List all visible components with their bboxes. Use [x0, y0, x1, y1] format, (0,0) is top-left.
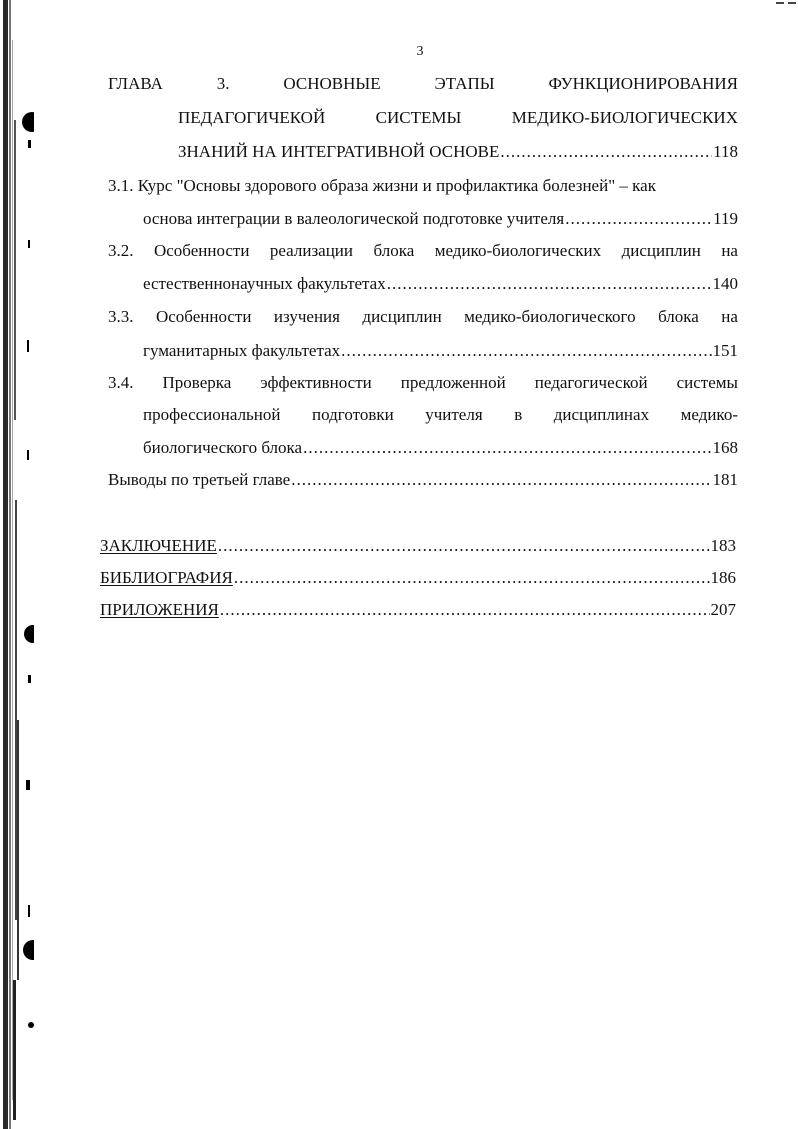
word: ПЕДАГОГИЧЕКОЙ [178, 108, 326, 127]
toc-page-number: 140 [712, 274, 738, 293]
chapter-conclusions-entry [108, 470, 738, 490]
word: ФУНКЦИОНИРОВАНИЯ [548, 74, 738, 93]
section-3-1-line-1: 3.1. Курс "Основы здорового образа жизни и профилактика болезней" – как [108, 176, 656, 195]
word: дисциплин [362, 307, 442, 326]
section-3-3-line-1 [108, 307, 738, 327]
word: ГЛАВА [108, 74, 163, 93]
toc-page-number: 151 [712, 341, 738, 360]
word: системы [676, 373, 738, 392]
toc-entry-text: БИБЛИОГРАФИЯ [100, 568, 233, 587]
word: 3.3. [108, 307, 134, 326]
word: ОСНОВНЫЕ [283, 74, 381, 93]
chapter-title-line-1 [108, 74, 738, 94]
toc-page-number: 181 [712, 470, 738, 489]
toc-page-number: 118 [713, 142, 738, 161]
word: эффективности [260, 373, 372, 392]
word: реализации [269, 241, 354, 260]
word: учителя [425, 405, 483, 424]
word: медико-биологических [434, 241, 602, 260]
leader-dots [387, 274, 712, 294]
word: медико-биологического [464, 307, 636, 326]
toc-entry-text: Выводы по третьей главе [108, 470, 291, 489]
word: Особенности [155, 307, 252, 326]
section-3-3-line-2 [143, 341, 738, 361]
word: дисциплинах [553, 405, 650, 424]
word: на [721, 307, 738, 326]
section-3-2-line-2 [143, 274, 738, 294]
leader-dots [220, 600, 710, 620]
word: блока [373, 241, 415, 260]
leader-dots [565, 209, 712, 229]
word: 3. [216, 74, 230, 93]
word: СИСТЕМЫ [375, 108, 462, 127]
word: профессиональной [143, 405, 281, 424]
word: дисциплин [621, 241, 701, 260]
leader-dots [218, 536, 710, 556]
appendices-entry [100, 600, 736, 620]
leader-dots [500, 142, 712, 162]
toc-page-number: 119 [713, 209, 738, 228]
conclusion-entry [100, 536, 736, 556]
word: медико- [680, 405, 738, 424]
chapter-title-line-3 [178, 142, 738, 162]
word: Проверка [162, 373, 232, 392]
section-3-1-line-2 [143, 209, 738, 229]
word: Особенности [153, 241, 250, 260]
page-number: 3 [416, 44, 424, 59]
toc-page-number: 183 [710, 536, 736, 555]
toc-page-number: 207 [710, 600, 736, 619]
leader-dots [291, 470, 711, 490]
toc-entry-text: основа интеграции в валеологической подготовке учителя [143, 209, 565, 228]
section-3-4-line-3 [143, 438, 738, 458]
toc-entry-text: ЗНАНИЙ НА ИНТЕГРАТИВНОЙ ОСНОВЕ [178, 142, 500, 161]
leader-dots [303, 438, 711, 458]
word: в [514, 405, 523, 424]
toc-page-number: 186 [710, 568, 736, 587]
word: предложенной [400, 373, 506, 392]
toc-entry-text: биологического блока [143, 438, 303, 457]
leader-dots [234, 568, 710, 588]
bibliography-entry [100, 568, 736, 588]
scan-edge-artifact [0, 0, 34, 1129]
word: 3.2. [108, 241, 134, 260]
toc-entry-text: естественнонаучных факультетах [143, 274, 386, 293]
section-3-4-line-1 [108, 373, 738, 393]
toc-page-number: 168 [712, 438, 738, 457]
toc-entry-text: гуманитарных факультетах [143, 341, 341, 360]
word: педагогической [534, 373, 648, 392]
toc-entry-text: ПРИЛОЖЕНИЯ [100, 600, 219, 619]
word: МЕДИКО-БИОЛОГИЧЕСКИХ [511, 108, 738, 127]
toc-entry-text: ЗАКЛЮЧЕНИЕ [100, 536, 217, 555]
word: подготовки [312, 405, 394, 424]
scan-corner-artifact [768, 0, 798, 10]
word: изучения [273, 307, 340, 326]
leader-dots [341, 341, 711, 361]
section-3-4-line-2 [143, 405, 738, 425]
section-3-2-line-1 [108, 241, 738, 261]
word: на [721, 241, 738, 260]
word: блока [658, 307, 699, 326]
word: 3.4. [108, 373, 134, 392]
chapter-title-line-2 [178, 108, 738, 128]
word: ЭТАПЫ [434, 74, 495, 93]
